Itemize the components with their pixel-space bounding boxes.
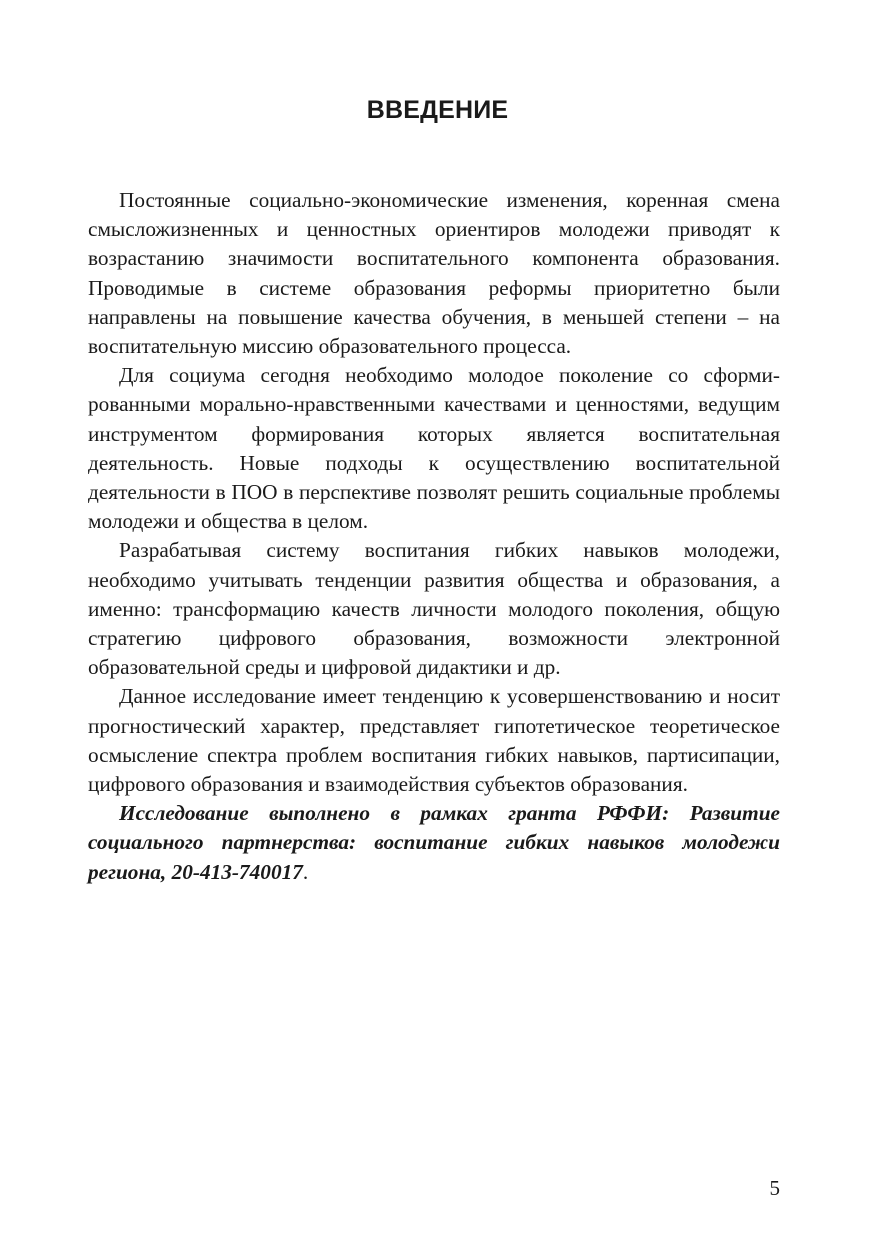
paragraph: Постоянные социально-экономические изменения, коренная смена смысложизненных и ценностных ориентиров молодежи приводят к возрастанию значимости воспитательного компонента образования. Проводимые в системе образования реформы приоритетно были направлены на повышение качества обучения, в меньшей степени – на воспитательную миссию образовательного процесса. <box>88 188 780 359</box>
page-number: 5 <box>769 1176 780 1200</box>
paragraph: Для социума сегодня необходимо молодое поколение со сформированными морально-нравственными качествами и ценностями, ведущим инструментом формирования которых является воспитательная деятельность. Новые подходы к осуществлению воспитательной деятельности в ПОО в перспективе позволят решить социальные проблемы молодежи и общества в целом. <box>88 363 780 534</box>
paragraph: Разрабатывая систему воспитания гибких навыков молодежи, необходимо учитывать тенденции развития общества и образования, а именно: трансформацию качеств личности молодого поколения, общую стратегию цифрового образования, возможности электронной образовательной среды и цифровой дидактики и др. <box>88 538 780 680</box>
grant-note-period: . <box>302 859 309 884</box>
introduction-body <box>88 186 780 887</box>
page-title: ВВЕДЕНИЕ <box>366 96 509 124</box>
grant-note-text: Исследование выполнено в рамках гранта РФФИ: Развитие социального партнерства: воспитание гибких навыков молодежи региона, 20-413-740017 <box>88 801 780 884</box>
paragraph: Данное исследование имеет тенденцию к усовершенствованию и носит прогностический характер, представляет гипотетическое теоретическое осмысление спектра проблем воспитания гибких навыков, партисипации, цифрового образования и взаимодействия субъектов образования. <box>88 684 780 797</box>
grant-note <box>88 799 780 887</box>
